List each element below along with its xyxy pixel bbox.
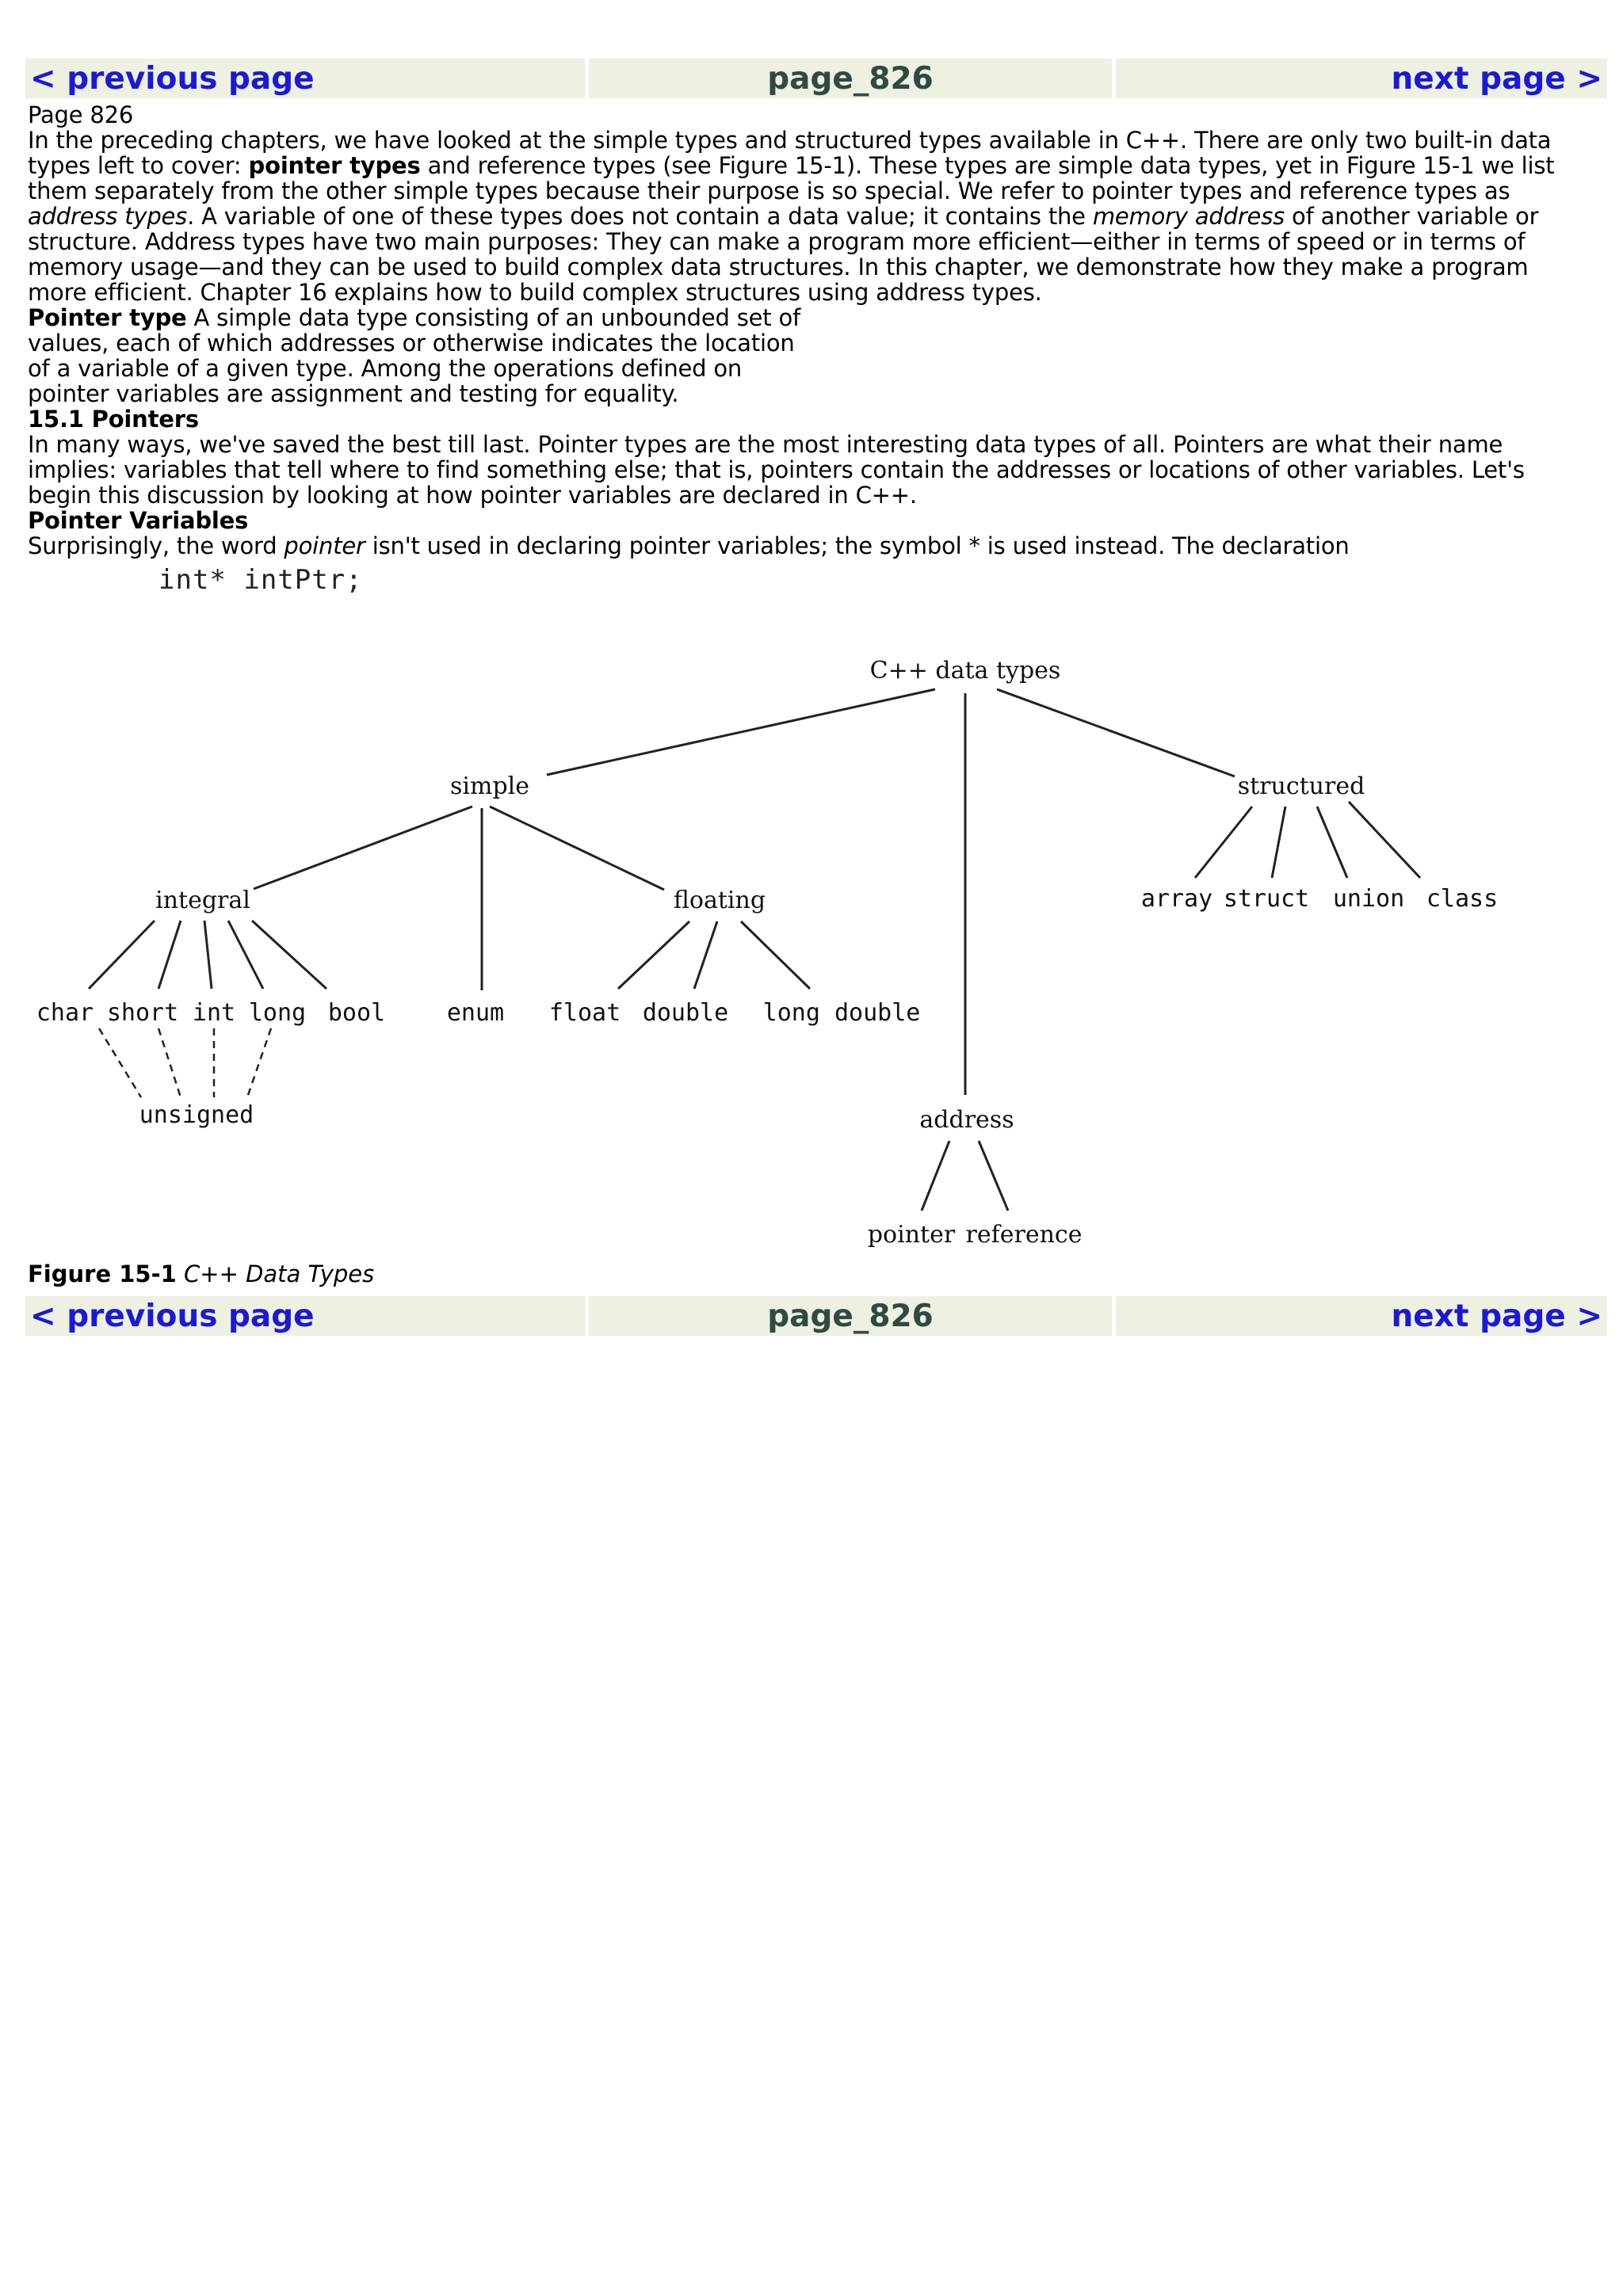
sub-text-1: Surprisingly, the word (28, 532, 285, 559)
node-reference: reference (965, 1221, 1083, 1249)
node-unsigned: unsigned (139, 1101, 254, 1129)
node-short: short (106, 999, 179, 1027)
node-structured: structured (1237, 772, 1365, 800)
edge-structured-union (1317, 807, 1347, 878)
edge-long-unsigned (247, 1028, 271, 1097)
node-pointer: pointer (867, 1221, 956, 1249)
edge-integral-bool (252, 921, 327, 989)
node-class: class (1426, 885, 1499, 913)
node-enum: enum (446, 999, 505, 1027)
edge-floating-double (694, 921, 717, 989)
node-struct: struct (1223, 885, 1310, 913)
subsection-heading: Pointer Variables (28, 507, 249, 534)
data-types-diagram (0, 626, 1623, 1260)
intro-text-3: . A variable of one of these types does not contain a data value; it contains the (187, 203, 1093, 230)
edge-integral-char (89, 921, 155, 989)
node-int: int (192, 999, 236, 1027)
edge-address-pointer (922, 1141, 949, 1211)
next-page-link-bottom[interactable]: next page > (1116, 1296, 1607, 1336)
page-id-label: page_826 (589, 59, 1112, 98)
node-long-double: long double (762, 999, 921, 1027)
node-char: char (36, 999, 94, 1027)
edge-root-structured (997, 689, 1235, 776)
figure-caption (28, 1261, 374, 1287)
edge-structured-class (1349, 802, 1420, 878)
section-text: In many ways, we've saved the best till last. Pointer types are the most interesting data types of all. Pointers are what their name implies: variables that tell where to find something else; that is, pointers contain the addresses or locations of other variables. Let's begin this discussion by looking at how pointer variables are declared in C++. (28, 431, 1525, 509)
edge-simple-integral (254, 807, 472, 889)
node-simple: simple (450, 772, 529, 800)
intro-bold-pointer-types: pointer types (248, 152, 421, 179)
caption-label: Figure 15-1 (28, 1261, 177, 1287)
bottom-navbar (25, 1296, 1607, 1336)
edge-simple-floating (490, 807, 664, 890)
edge-root-simple (547, 689, 935, 775)
edge-integral-int (204, 921, 212, 989)
intro-italic-memory-address: memory address (1092, 203, 1285, 230)
edge-structured-array (1195, 807, 1252, 878)
top-navbar (25, 59, 1607, 98)
node-float: float (548, 999, 621, 1027)
edge-floating-longdouble (741, 921, 810, 989)
sub-italic-pointer: pointer (284, 532, 365, 559)
node-floating: floating (673, 887, 766, 914)
definition-paragraph (28, 305, 804, 406)
node-union: union (1332, 885, 1405, 913)
sub-text-2: isn't used in declaring pointer variables; the symbol * is used instead. The declaration (365, 532, 1350, 559)
edge-address-reference (979, 1141, 1008, 1211)
intro-text-4: of another variable or structure. Address types have two main purposes: They can make a program more efficient—either in terms of speed or in terms of memory usage—and they can be used to build complex data structures. In this chapter, we demonstrate how they make a program more efficient. Chapter 16 explains how to build complex structures using address types. (28, 203, 1539, 306)
page-number: Page 826 (28, 101, 134, 128)
caption-title: C++ Data Types (184, 1261, 375, 1287)
node-bool: bool (327, 999, 386, 1027)
node-double: double (642, 999, 729, 1027)
page-text (28, 102, 1581, 559)
edge-integral-short (158, 921, 181, 989)
node-array: array (1140, 885, 1213, 913)
edge-structured-struct (1272, 807, 1285, 878)
intro-italic-address-types: address types (28, 203, 188, 230)
definition-text: A simple data type consisting of an unbounded set of values, each of which addresses or otherwise indicates the location of a variable of a given type. Among the operations defined on pointer variables are assignment and testing for equality. (28, 304, 801, 407)
next-page-link[interactable]: next page > (1116, 59, 1607, 98)
node-integral: integral (155, 887, 250, 914)
subsection-paragraph (28, 533, 1581, 559)
node-address: address (919, 1106, 1014, 1134)
previous-page-link[interactable]: < previous page (25, 59, 585, 98)
code-declaration: int* intPtr; (158, 564, 363, 596)
definition-term: Pointer type (28, 304, 187, 331)
edge-floating-float (618, 921, 689, 989)
edge-char-unsigned (99, 1028, 141, 1097)
previous-page-link-bottom[interactable]: < previous page (25, 1296, 585, 1336)
intro-paragraph (28, 128, 1581, 305)
intro-text-2: and reference types (see Figure 15-1). These types are simple data types, yet in Figure 15-1 we list them separately from the other simple types because their purpose is so special. We refer to pointer types and reference types as (28, 152, 1555, 204)
section-paragraph (28, 432, 1581, 508)
edge-short-unsigned (158, 1028, 181, 1097)
page-id-label-bottom: page_826 (589, 1296, 1112, 1336)
intro-text-1: In the preceding chapters, we have looked at the simple types and structured types available in C++. There are only two built-in data types left to cover: (28, 127, 1552, 179)
edge-integral-long (228, 921, 263, 989)
node-root: C++ data types (869, 657, 1061, 685)
section-heading: 15.1 Pointers (28, 406, 199, 433)
node-long: long (248, 999, 307, 1027)
